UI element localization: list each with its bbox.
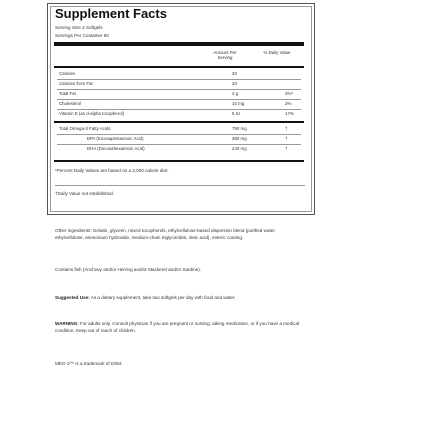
- servings-per-container: Servings Per Container 60: [55, 33, 109, 38]
- nutrient-dv: 3%*: [285, 91, 294, 96]
- nutrient-row: [57, 136, 301, 143]
- row-divider: [57, 134, 301, 135]
- nutrient-amount: 5 IU: [232, 111, 241, 116]
- row-divider: [57, 89, 301, 90]
- nutrient-amount: 10 mg: [232, 101, 245, 106]
- nutrient-amount: 2 g: [232, 91, 239, 96]
- suggested-use-label: Suggested Use:: [55, 295, 90, 300]
- row-divider: [57, 99, 301, 100]
- allergen-statement: Contains fish (Anchovy and/or Herring and/or Mackerel and/or Sardine).: [55, 267, 202, 272]
- footnote-divider: [55, 185, 305, 186]
- nutrient-amount: 360 mg: [232, 136, 247, 141]
- suggested-use-text: As a dietary supplement, take two softgels per day with food and water.: [90, 295, 236, 300]
- nutrient-dv: †: [285, 136, 288, 141]
- warning-label: WARNING:: [55, 321, 79, 326]
- nutrient-row: [57, 111, 301, 118]
- nutrient-dv: 17%: [285, 111, 294, 116]
- nutrient-amount: 240 mg: [232, 146, 247, 151]
- nutrient-amount: 20: [232, 81, 237, 86]
- nutrient-dv: 3%: [285, 101, 292, 106]
- footnote-not-established: †Daily Value not established.: [55, 191, 114, 196]
- nutrient-row: [57, 81, 301, 88]
- other-ingredients-text: Gelatin, glycerin, mixed tocopherols, ethylcellulose-based dispersion blend (purified water, ethylcellulose, ammonium hydroxide, medium-chain triglycerides, oleic acid), enteric coating.: [55, 228, 276, 240]
- other-ingredients: [55, 228, 305, 241]
- nutrient-name: Total Fat: [59, 91, 76, 96]
- nutrient-name: Calories: [59, 71, 76, 76]
- nutrient-row: [57, 101, 301, 108]
- warning-text: For adults only. Consult physician if you are pregnant or nursing, taking medication, or if you have a medical condition. Keep out of reach of children.: [55, 321, 300, 333]
- row-divider: [57, 79, 301, 80]
- nutrient-row: [57, 146, 301, 153]
- nutrient-row: [57, 71, 301, 78]
- medium-rule: [54, 121, 304, 123]
- column-header-amount: Amount Per Serving: [213, 50, 237, 60]
- nutrient-row: [57, 91, 301, 98]
- nutrient-name: Calories from Fat: [59, 81, 93, 86]
- nutrient-name: Cholesterol: [59, 101, 82, 106]
- column-header-dv: % Daily Value: [263, 50, 291, 55]
- footnote-daily-values: *Percent Daily Values are based on a 2,000 calorie diet.: [55, 168, 169, 173]
- warning: [55, 321, 305, 334]
- trademark-notice: MEG-3™ is a trademark of DSM.: [55, 361, 123, 366]
- nutrient-dv: †: [285, 146, 288, 151]
- nutrient-name: Total Omega-3 Fatty Acids: [59, 126, 111, 131]
- nutrient-name: EPA (Eicosapentaenoic Acid): [87, 136, 144, 141]
- nutrient-amount: 20: [232, 71, 237, 76]
- nutrient-dv: †: [285, 126, 288, 131]
- row-divider: [57, 109, 301, 110]
- nutrient-amount: 750 mg: [232, 126, 247, 131]
- serving-size: Serving Size 2 Softgels: [55, 25, 103, 30]
- thick-rule: [54, 42, 304, 46]
- medium-rule: [54, 160, 304, 162]
- nutrient-name: Vitamin E (as d-alpha tocopherol): [59, 111, 125, 116]
- other-ingredients-label: Other ingredients:: [55, 228, 92, 233]
- nutrient-row: [57, 126, 301, 133]
- medium-rule: [54, 66, 304, 68]
- nutrient-name: DHA (Docosahexaenoic Acid): [87, 146, 145, 151]
- row-divider: [57, 144, 301, 145]
- suggested-use: [55, 295, 305, 302]
- label-title: Supplement Facts: [55, 6, 167, 21]
